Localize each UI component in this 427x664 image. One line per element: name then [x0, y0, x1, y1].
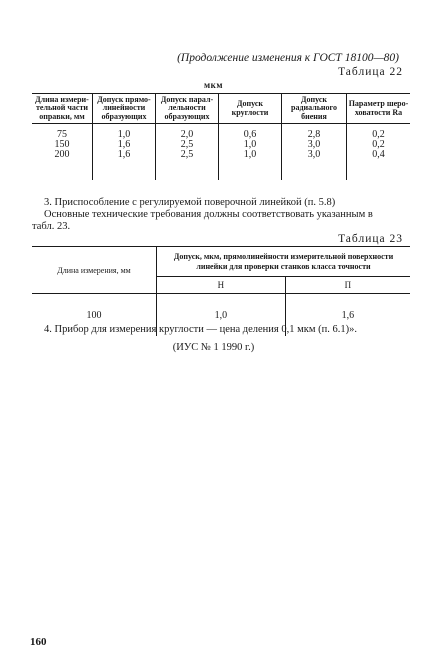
table-cell: 150	[54, 139, 70, 151]
column-header-class-h: Н	[157, 277, 286, 294]
table-cell: 1,0	[157, 294, 286, 337]
table-cell: 1,6	[93, 150, 156, 180]
column-header-tolerance: Допуск, мкм, прямолинейности измерительной поверхности линейки для проверки станков класса точности	[157, 247, 411, 277]
table-cell: 200	[54, 149, 70, 161]
table-22-title: Таблица 22	[338, 66, 403, 78]
column-header-length: Длина измери- тельной части оправки, мм	[32, 94, 93, 124]
table-cell: 2,0	[156, 124, 219, 141]
table-cell: 0,4	[347, 150, 411, 180]
table-cell: 0,2	[347, 124, 411, 141]
table-cell: 1,6	[93, 140, 156, 150]
column-header-length: Длина измерения, мм	[32, 247, 157, 294]
paragraph-3-line-1: 3. Приспособление с регулируемой поверочной линейкой (п. 5.8)	[44, 197, 336, 208]
column-header-class-p: П	[285, 277, 410, 294]
table-23	[32, 246, 410, 336]
table-header-row	[32, 94, 410, 124]
paragraph-3-line-3: табл. 23.	[32, 221, 71, 232]
column-header-roughness: Параметр шеро- ховатости Ra	[347, 94, 411, 124]
table-row	[32, 150, 410, 180]
table-row	[32, 124, 410, 141]
ius-reference: (ИУС № 1 1990 г.)	[172, 342, 255, 353]
table-cell: 0,6	[219, 124, 282, 141]
column-header-runout: Допуск радиального биения	[282, 94, 347, 124]
table-cell: 1,0	[219, 140, 282, 150]
table-cell: 2,8	[282, 124, 347, 141]
table-cell: 3,0	[282, 140, 347, 150]
column-header-roundness: Допуск круглости	[219, 94, 282, 124]
table-cell: 2,5	[156, 150, 219, 180]
page-number: 160	[30, 636, 47, 648]
continuation-header: (Продолжение изменения к ГОСТ 18100—80)	[177, 52, 399, 64]
column-header-parallelism: Допуск парал- лельности образующих	[156, 94, 219, 124]
table-cell: 0,2	[347, 140, 411, 150]
table-cell: 1,0	[219, 150, 282, 180]
column-header-straightness: Допуск прямо- линейности образующих	[93, 94, 156, 124]
table-22	[32, 93, 410, 180]
paragraph-4: 4. Прибор для измерения круглости — цена деления 0,1 мкм (п. 6.1)».	[44, 324, 357, 335]
table-cell: 2,5	[156, 140, 219, 150]
table-22-unit: мкм	[204, 80, 223, 90]
paragraph-3-line-2: Основные технические требования должны соответствовать указанным в	[44, 209, 373, 220]
table-cell: 1,6	[341, 309, 355, 321]
table-cell: 100	[32, 294, 157, 337]
table-cell: 75	[57, 129, 67, 141]
table-cell: 1,0	[93, 124, 156, 141]
table-row	[32, 140, 410, 150]
table-header-row	[32, 247, 410, 277]
table-cell: 3,0	[282, 150, 347, 180]
table-23-title: Таблица 23	[338, 233, 403, 245]
